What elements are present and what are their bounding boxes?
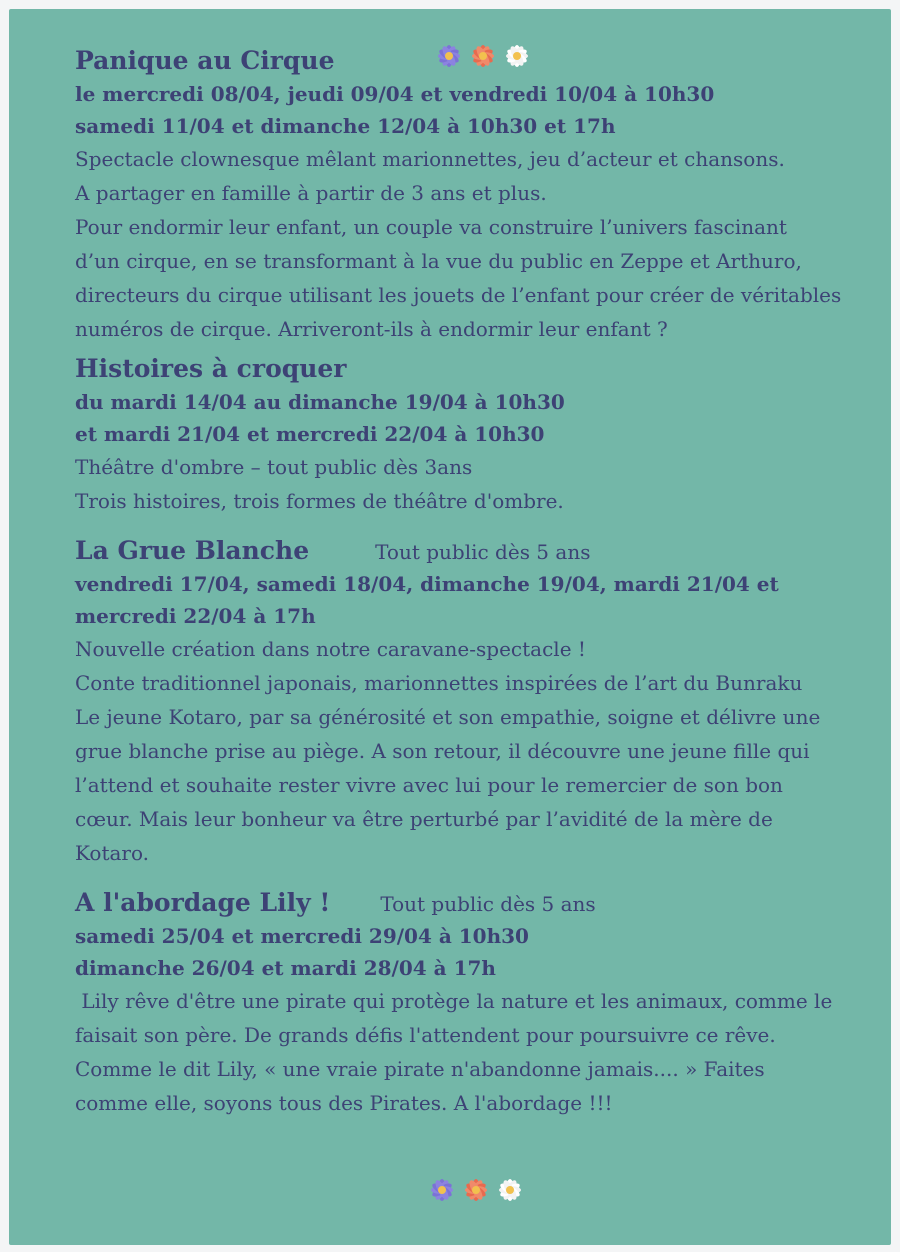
event-line: A partager en famille à partir de 3 ans et plus. bbox=[75, 181, 547, 205]
event-line: grue blanche prise au piège. A son retour, il découvre une jeune fille qui bbox=[75, 739, 810, 763]
event-line: Pour endormir leur enfant, un couple va construire l’univers fascinant bbox=[75, 215, 787, 239]
event-line: directeurs du cirque utilisant les jouets de l’enfant pour créer de véritables bbox=[75, 283, 842, 307]
orange-flower-icon bbox=[461, 1177, 491, 1203]
white-flower-icon bbox=[502, 43, 532, 69]
event-line: Théâtre d'ombre – tout public dès 3ans bbox=[75, 455, 473, 479]
event-title: La Grue Blanche bbox=[75, 536, 310, 565]
program-content bbox=[75, 43, 875, 1120]
event-line: Lily rêve d'être une pirate qui protège la nature et les animaux, comme le bbox=[75, 989, 833, 1013]
event-line: faisait son père. De grands défis l'attendent pour poursuivre ce rêve. bbox=[75, 1023, 776, 1047]
event-date: samedi 11/04 et dimanche 12/04 à 10h30 et 17h bbox=[75, 114, 616, 138]
event-date: vendredi 17/04, samedi 18/04, dimanche 19/04, mardi 21/04 et bbox=[75, 572, 779, 596]
event-line: Kotaro. bbox=[75, 841, 150, 865]
purple-flower-icon bbox=[434, 43, 464, 69]
event-title: Histoires à croquer bbox=[75, 354, 347, 383]
event-date: dimanche 26/04 et mardi 28/04 à 17h bbox=[75, 956, 496, 980]
event-la-grue-blanche bbox=[75, 534, 875, 870]
event-line: l’attend et souhaite rester vivre avec lui pour le remercier de son bon bbox=[75, 773, 783, 797]
event-date: mercredi 22/04 à 17h bbox=[75, 604, 316, 628]
flower-decoration-bottom bbox=[427, 1177, 525, 1203]
flower-decoration-top bbox=[434, 43, 532, 69]
event-histoires-a-croquer bbox=[75, 352, 875, 518]
event-line: Le jeune Kotaro, par sa générosité et son empathie, soigne et délivre une bbox=[75, 705, 821, 729]
event-date: du mardi 14/04 au dimanche 19/04 à 10h30 bbox=[75, 390, 565, 414]
event-line: numéros de cirque. Arriveront-ils à endormir leur enfant ? bbox=[75, 317, 668, 341]
event-line: Trois histoires, trois formes de théâtre d'ombre. bbox=[75, 489, 564, 513]
event-a-l-abordage-lily bbox=[75, 886, 875, 1120]
orange-flower-icon bbox=[468, 43, 498, 69]
event-line: Conte traditionnel japonais, marionnettes inspirées de l’art du Bunraku bbox=[75, 671, 803, 695]
event-date: le mercredi 08/04, jeudi 09/04 et vendredi 10/04 à 10h30 bbox=[75, 82, 715, 106]
purple-flower-icon bbox=[427, 1177, 457, 1203]
event-title: A l'abordage Lily ! bbox=[75, 888, 331, 917]
event-date: et mardi 21/04 et mercredi 22/04 à 10h30 bbox=[75, 422, 545, 446]
event-line: d’un cirque, en se transformant à la vue du public en Zeppe et Arthuro, bbox=[75, 249, 802, 273]
event-line: Comme le dit Lily, « une vraie pirate n'abandonne jamais.... » Faites bbox=[75, 1057, 765, 1081]
event-line: cœur. Mais leur bonheur va être perturbé par l’avidité de la mère de bbox=[75, 807, 773, 831]
program-card bbox=[9, 9, 891, 1245]
event-line: Spectacle clownesque mêlant marionnettes, jeu d’acteur et chansons. bbox=[75, 147, 785, 171]
event-line: Nouvelle création dans notre caravane-spectacle ! bbox=[75, 637, 586, 661]
event-date: samedi 25/04 et mercredi 29/04 à 10h30 bbox=[75, 924, 529, 948]
event-audience: Tout public dès 5 ans bbox=[380, 892, 596, 916]
event-title: Panique au Cirque bbox=[75, 46, 335, 75]
event-audience: Tout public dès 5 ans bbox=[375, 540, 591, 564]
event-panique-au-cirque bbox=[75, 43, 875, 346]
event-line: comme elle, soyons tous des Pirates. A l'abordage !!! bbox=[75, 1091, 613, 1115]
white-flower-icon bbox=[495, 1177, 525, 1203]
